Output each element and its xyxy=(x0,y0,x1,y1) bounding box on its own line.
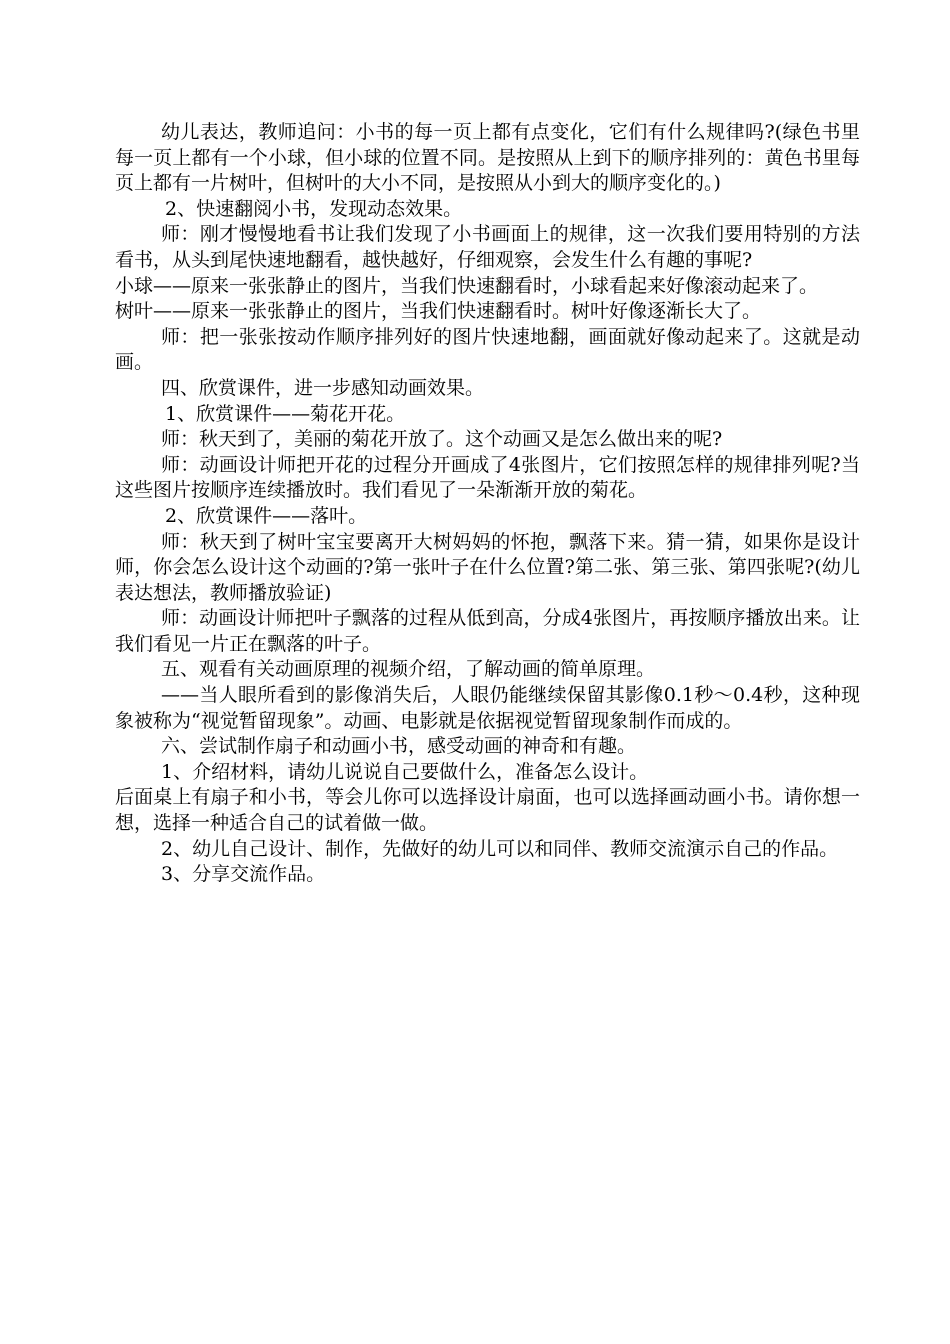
paragraph-3: 师：刚才慢慢地看书让我们发现了小书画面上的规律，这一次我们要用特别的方法看书，从头到尾快速地翻看，越快越好，仔细观察，会发生什么有趣的事呢? xyxy=(115,223,860,271)
paragraph-8: 1、欣赏课件——菊花开花。 xyxy=(165,402,406,425)
paragraph-2: 2、快速翻阅小书，发现动态效果。 xyxy=(165,197,463,220)
paragraph-13: 师：动画设计师把叶子飘落的过程从低到高，分成4张图片，再按顺序播放出来。让我们看见一片正在飘落的叶子。 xyxy=(115,607,860,655)
paragraph-10: 师：动画设计师把开花的过程分开画成了4张图片，它们按照怎样的规律排列呢?当这些图片按顺序连续播放时。我们看见了一朵渐渐开放的菊花。 xyxy=(115,453,860,502)
paragraph-16: 六、尝试制作扇子和动画小书，感受动画的神奇和有趣。 xyxy=(161,735,637,758)
paragraph-12: 师：秋天到了树叶宝宝要离开大树妈妈的怀抱，飘落下来。猜一猜，如果你是设计师，你会怎么设计这个动画的?第一张叶子在什么位置?第二张、第三张、第四张呢?(幼儿表达想法，教师播放验证) xyxy=(115,530,860,604)
document-body xyxy=(115,120,860,888)
paragraph-20: 3、分享交流作品。 xyxy=(161,863,326,886)
paragraph-19: 2、幼儿自己设计、制作，先做好的幼儿可以和同伴、教师交流演示自己的作品。 xyxy=(161,837,839,860)
paragraph-7: 四、欣赏课件，进一步感知动画效果。 xyxy=(161,376,485,399)
paragraph-5: 树叶——原来一张张静止的图片，当我们快速翻看时。树叶好像逐渐长大了。 xyxy=(115,300,762,323)
paragraph-4: 小球——原来一张张静止的图片，当我们快速翻看时，小球看起来好像滚动起来了。 xyxy=(115,274,819,297)
paragraph-1: 幼儿表达，教师追问：小书的每一页上都有点变化，它们有什么规律吗?(绿色书里每一页上都有一个小球，但小球的位置不同。是按照从上到下的顺序排列的：黄色书里每页上都有一片树叶，但树叶的大小不同，是按照从小到大的顺序变化的。) xyxy=(115,121,860,195)
paragraph-11: 2、欣赏课件——落叶。 xyxy=(165,504,368,527)
paragraph-17: 1、介绍材料，请幼儿说说自己要做什么，准备怎么设计。 xyxy=(161,760,649,783)
paragraph-18: 后面桌上有扇子和小书，等会儿你可以选择设计扇面，也可以选择画动画小书。请你想一想，选择一种适合自己的试着做一做。 xyxy=(115,786,860,835)
paragraph-9: 师：秋天到了，美丽的菊花开放了。这个动画又是怎么做出来的呢? xyxy=(161,428,723,451)
paragraph-15: ——当人眼所看到的影像消失后，人眼仍能继续保留其影像0.1秒～0.4秒，这种现象被称为“视觉暂留现象”。动画、电影就是依据视觉暂留现象制作而成的。 xyxy=(115,684,860,732)
paragraph-14: 五、观看有关动画原理的视频介绍，了解动画的简单原理。 xyxy=(161,658,656,681)
paragraph-6: 师：把一张张按动作顺序排列好的图片快速地翻，画面就好像动起来了。这就是动画。 xyxy=(115,325,860,374)
